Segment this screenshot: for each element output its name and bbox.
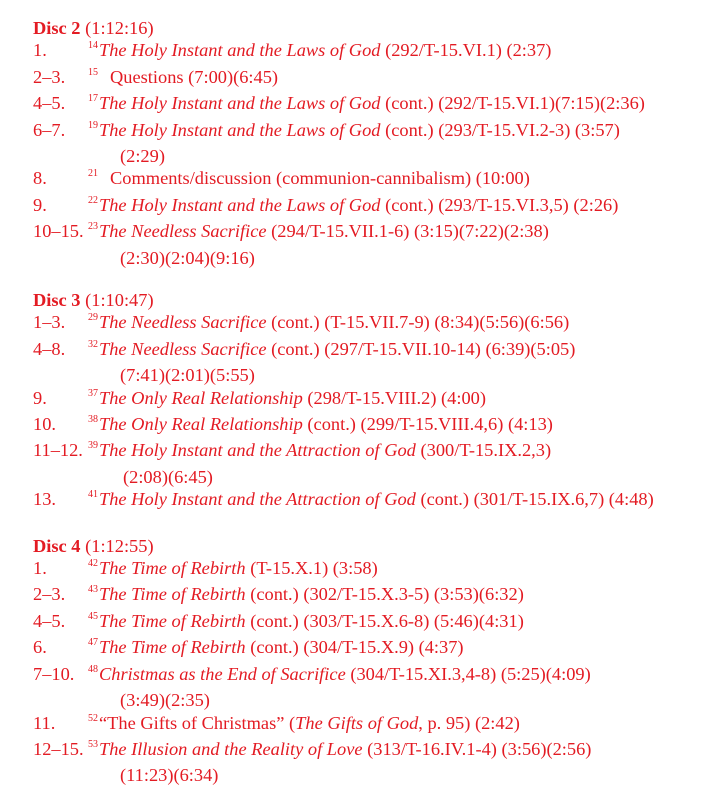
track-entry [33,338,713,364]
footnote-ref: 37 [88,387,98,399]
track-info: (292/T-15.VI.1) (2:37) [385,40,552,61]
track-entry [33,92,713,118]
track-info: Comments/discussion (communion-cannibalism) (10:00) [110,168,530,189]
disc-heading [33,289,713,311]
track-title: The Only Real Relationship [99,387,303,408]
track-listing [33,17,713,787]
track-quoted-title: “The Gifts of Christmas” [99,712,285,733]
track-info: (294/T-15.VII.1-6) (3:15)(7:22)(2:38) [271,221,549,242]
track-info: (cont.) (302/T-15.X.3-5) (3:53)(6:32) [250,584,524,605]
disc-separator [33,269,713,289]
track-entry [33,712,713,738]
footnote-ref: 43 [88,584,98,596]
footnote-ref: 32 [88,338,98,350]
track-title: The Illusion and the Reality of Love [99,738,363,759]
footnote-ref: 42 [88,558,98,570]
track-title: The Holy Instant and the Laws of God [99,119,381,140]
track-entry [33,39,713,65]
disc-duration: (1:12:55) [85,535,154,556]
track-number: 8. [33,168,47,189]
track-title: The Holy Instant and the Attraction of God [99,440,416,461]
footnote-ref: 48 [88,663,98,675]
track-info: (cont.) (299/T-15.VIII.4,6) (4:13) [307,414,553,435]
track-title: The Time of Rebirth [99,610,246,631]
track-entry [33,738,713,764]
track-number: 11. [33,712,56,733]
track-number: 11–12. [33,440,83,461]
disc-title: Disc 2 [33,18,81,38]
footnote-ref: 41 [88,489,98,501]
track-entry [33,663,713,689]
track-number: 4–5. [33,610,66,631]
track-number: 1. [33,558,47,579]
track-title: The Needless Sacrifice [99,221,267,242]
track-info: Questions (7:00)(6:45) [110,66,279,87]
track-entry [33,194,713,220]
track-info: (cont.) (293/T-15.VI.2-3) (3:57) [385,119,620,140]
track-number: 12–15. [33,738,84,759]
track-info: (cont.) (304/T-15.X.9) (4:37) [250,637,464,658]
track-info: (cont.) (303/T-15.X.6-8) (5:46)(4:31) [250,610,524,631]
track-info: (cont.) (297/T-15.VII.10-14) (6:39)(5:05) [271,338,576,359]
track-title: The Only Real Relationship [99,414,303,435]
track-entry [33,439,713,465]
track-entry [33,610,713,636]
track-info: (cont.) (T-15.VII.7-9) (8:34)(5:56)(6:56) [271,312,570,333]
track-continuation: (11:23)(6:34) [120,765,219,786]
track-title: The Holy Instant and the Laws of God [99,40,381,61]
track-entry [33,387,713,413]
track-number: 4–8. [33,338,66,359]
track-number: 2–3. [33,584,66,605]
footnote-ref: 38 [88,414,98,426]
disc-title: Disc 3 [33,290,81,311]
track-number: 9. [33,194,47,215]
track-entry [33,311,713,337]
track-continuation: (7:41)(2:01)(5:55) [120,365,255,386]
footnote-ref: 17 [88,93,98,105]
track-info: (313/T-16.IV.1-4) (3:56)(2:56) [367,738,592,759]
footnote-ref: 29 [88,312,98,324]
footnote-ref: 22 [88,194,98,206]
footnote-ref: 53 [88,738,98,750]
track-entry [33,167,713,193]
track-number: 2–3. [33,66,66,87]
track-title: The Needless Sacrifice [99,338,267,359]
track-title: The Needless Sacrifice [99,312,267,333]
footnote-ref: 39 [88,440,98,452]
track-info-open: ( [289,712,296,733]
track-title: Christmas as the End of Sacrifice [99,663,346,684]
disc-title: Disc 4 [33,535,81,556]
track-entry [33,66,713,92]
track-title: The Holy Instant and the Laws of God [99,194,381,215]
track-continuation: (3:49)(2:35) [120,690,210,711]
footnote-ref: 52 [88,712,98,724]
track-title: The Time of Rebirth [99,584,246,605]
track-entry [33,636,713,662]
track-info: (cont.) (292/T-15.VI.1)(7:15)(2:36) [385,93,645,114]
track-entry [33,119,713,145]
track-title: The Time of Rebirth [99,558,246,579]
track-number: 6. [33,637,47,658]
track-entry [33,488,713,514]
track-info: (300/T-15.IX.2,3) [420,440,552,461]
track-number: 6–7. [33,119,66,140]
book-title: The Gifts of God [295,712,419,733]
track-entry [33,220,713,246]
track-number: 10. [33,414,56,435]
track-title: The Holy Instant and the Laws of God [99,93,381,114]
track-title: The Holy Instant and the Attraction of God [99,489,416,510]
disc-separator [33,515,713,535]
track-entry [33,557,713,583]
track-number: 1. [33,40,47,61]
footnote-ref: 15 [88,66,98,78]
footnote-ref: 45 [88,610,98,622]
footnote-ref: 14 [88,40,98,52]
track-entry [33,583,713,609]
track-number: 7–10. [33,663,75,684]
track-entry [33,413,713,439]
footnote-ref: 21 [88,168,98,180]
track-info: (cont.) (301/T-15.IX.6,7) (4:48) [420,489,654,510]
track-continuation: (2:29) [120,146,165,167]
track-number: 13. [33,489,56,510]
track-info: (304/T-15.XI.3,4-8) (5:25)(4:09) [350,663,591,684]
track-title: The Time of Rebirth [99,637,246,658]
disc-heading [33,535,713,557]
track-number: 9. [33,387,47,408]
track-info: (cont.) (293/T-15.VI.3,5) (2:26) [385,194,619,215]
track-info: , p. 95) (2:42) [418,712,520,733]
track-number: 4–5. [33,93,66,114]
track-continuation: (2:08)(6:45) [123,466,213,487]
disc-duration: (1:12:16) [85,18,154,38]
footnote-ref: 47 [88,637,98,649]
track-continuation: (2:30)(2:04)(9:16) [120,247,255,268]
footnote-ref: 19 [88,119,98,131]
disc-heading [33,17,713,39]
track-number: 1–3. [33,312,66,333]
track-info: (298/T-15.VIII.2) (4:00) [307,387,486,408]
track-number: 10–15. [33,221,84,242]
track-info: (T-15.X.1) (3:58) [250,558,378,579]
footnote-ref: 23 [88,221,98,233]
disc-duration: (1:10:47) [85,290,154,311]
